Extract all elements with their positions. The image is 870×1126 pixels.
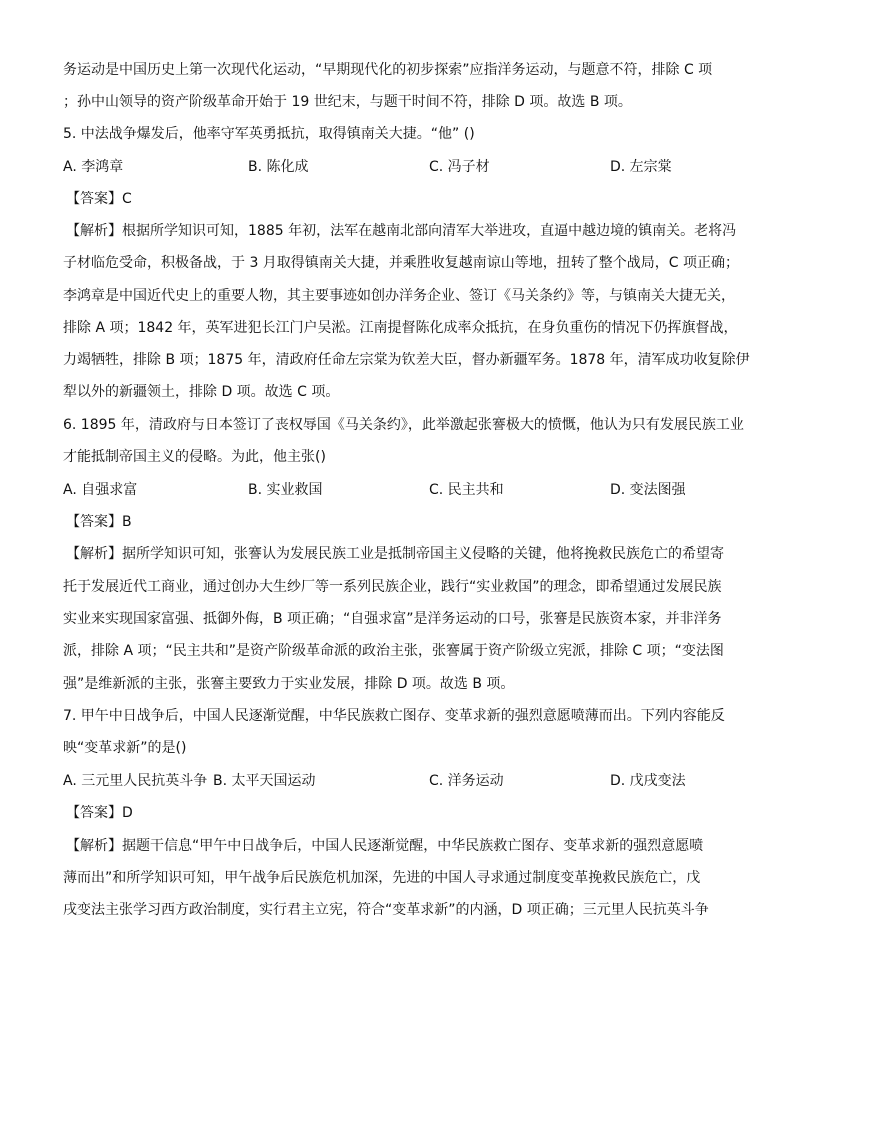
q7-analysis-line: 【解析】据题干信息“甲午中日战争后，中国人民逐渐觉醒，中华民族救亡图存、变革求新的强烈意愿喷 [66,838,704,854]
q5-analysis-line: 李鸿章是中国近代史上的重要人物，其主要事迹如创办洋务企业、签订《马关条约》等，与镇南关大捷无关， [63,288,735,304]
text-line: ；孙中山领导的资产阶级革命开始于 19 世纪末，与题干时间不符，排除 D 项。故选 B 项。 [63,94,632,110]
q6-analysis-line: 实业来实现国家富强、抵御外侮，B 项正确；“自强求富”是洋务运动的口号，张謇是民族资本家，并非洋务 [63,611,722,627]
question-7-stem: 映“变革求新”的是() [63,740,187,756]
q6-option-c: C. 民主共和 [429,482,504,498]
q5-option-b: B. 陈化成 [248,159,309,175]
q6-option-b: B. 实业救国 [248,482,323,498]
q5-analysis-line: 子材临危受命，积极备战，于 3 月取得镇南关大捷，并乘胜收复越南谅山等地，扭转了整个战局，C 项正确； [63,255,740,271]
q6-analysis-line: 强”是维新派的主张，张謇主要致力于实业发展，排除 D 项。故选 B 项。 [63,676,515,692]
text-line: 务运动是中国历史上第一次现代化运动，“早期现代化的初步探索”应指洋务运动，与题意不符，排除 C 项 [63,62,713,78]
q7-option-a: A. 三元里人民抗英斗争 [63,773,208,789]
q7-option-b: B. 太平天国运动 [213,773,316,789]
q7-option-d: D. 戊戌变法 [610,773,686,789]
q6-answer: 【答案】B [66,514,132,530]
q6-analysis-line: 托于发展近代工商业，通过创办大生纱厂等一系列民族企业，践行“实业救国”的理念，即希望通过发展民族 [63,579,722,595]
q5-option-d: D. 左宗棠 [610,159,672,175]
q5-analysis-line: 力竭牺牲，排除 B 项；1875 年，清政府任命左宗棠为钦差大臣，督办新疆军务。1878 年，清军成功收复除伊 [63,352,750,368]
question-7-stem: 7. 甲午中日战争后，中国人民逐渐觉醒，中华民族救亡图存、变革求新的强烈意愿喷薄而出。下列内容能反 [63,708,725,724]
q7-answer: 【答案】D [66,805,133,821]
q5-answer: 【答案】C [66,191,132,207]
q5-option-c: C. 冯子材 [429,159,490,175]
q7-analysis-line: 薄而出”和所学知识可知，甲午战争后民族危机加深，先进的中国人寻求通过制度变革挽救民族危亡，戊 [63,870,701,886]
q5-analysis-line: 犁以外的新疆领土，排除 D 项。故选 C 项。 [63,384,340,400]
q6-analysis-line: 派，排除 A 项；“民主共和”是资产阶级革命派的政治主张，张謇属于资产阶级立宪派，排除 C 项；“变法图 [63,643,724,659]
question-6-stem: 6. 1895 年，清政府与日本签订了丧权辱国《马关条约》，此举激起张謇极大的愤慨，他认为只有发展民族工业 [63,417,744,433]
q5-option-a: A. 李鸿章 [63,159,124,175]
q6-option-a: A. 自强求富 [63,482,138,498]
q5-analysis-line: 排除 A 项；1842 年，英军进犯长江门户吴淞。江南提督陈化成率众抵抗，在身负重伤的情况下仍挥旗督战， [63,320,738,336]
q5-analysis-line: 【解析】根据所学知识可知，1885 年初，法军在越南北部向清军大举进攻，直逼中越边境的镇南关。老将冯 [66,223,737,239]
q7-option-c: C. 洋务运动 [429,773,504,789]
q6-analysis-line: 【解析】据所学知识可知，张謇认为发展民族工业是抵制帝国主义侵略的关键，他将挽救民族危亡的希望寄 [66,546,724,562]
q7-analysis-line: 戌变法主张学习西方政治制度，实行君主立宪，符合“变革求新”的内涵，D 项正确；三元里人民抗英斗争 [63,902,709,918]
question-5-stem: 5. 中法战争爆发后，他率守军英勇抵抗，取得镇南关大捷。“他” () [63,126,475,142]
q6-option-d: D. 变法图强 [610,482,686,498]
question-6-stem: 才能抵制帝国主义的侵略。为此，他主张() [63,449,326,465]
